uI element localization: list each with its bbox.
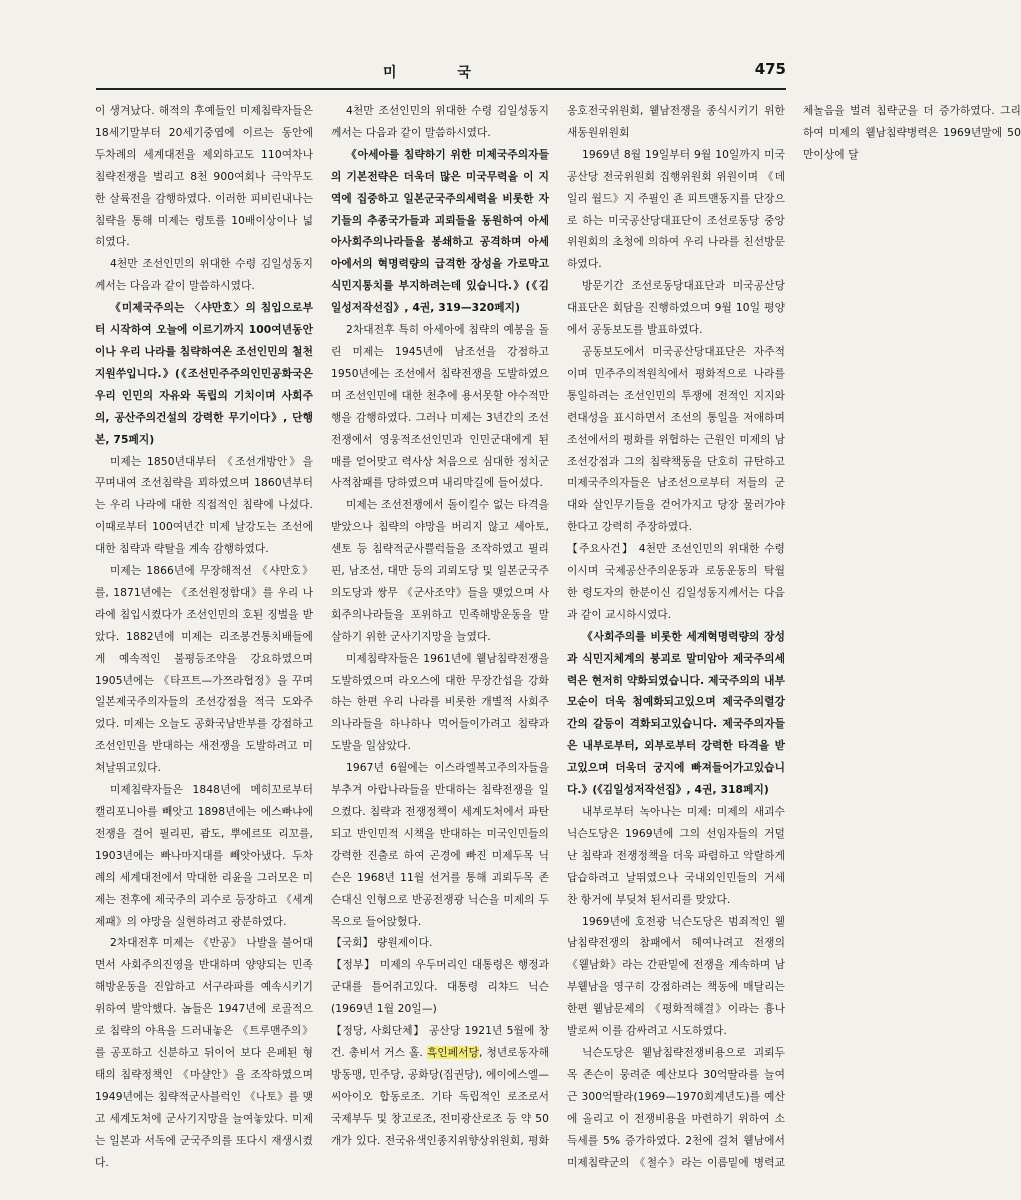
paragraph: 이 생겨났다. 해적의 후예들인 미제침략자들은 18세기말부터 20세기중엽에 이르는 동안에 두차례의 세계대전을 제외하고도 110여차나 침략전쟁을 벌리고 8천 900여회나 극악무도한 살륙전을 감행하였다. 이러한 피비린내나는 침략을 통해 미제는 령토를 10배이상이나 넓히였다. [95,104,313,249]
paragraph: 【국회】 량원제이다. [331,936,433,950]
paragraph: 2차대전후 특히 아세아에 침략의 예봉을 돌린 미제는 1945년에 남조선을 강점하고 1950년에는 조선에서 침략전쟁을 도발하였으며 조선인민에 대한 천추에 용서못할 야수적만행을 감행하였다. 그러나 미제는 3년간의 조선전쟁에서 영웅적조선인민과 인민군대에게 된매를 얻어맞고 력사상 처음으로 심대한 정치군사적참패를 당하였으며 내리막길에 들어섰다. [331,323,549,490]
paragraph: 2차대전후 미제는 《반공》 나발을 불어대면서 사회주의진영을 반대하며 양양되는 민족해방운동을 진압하고 서구라파를 예속시키기 위하여 발악했다. 놈들은 1947년에 로골적으로 침략의 야욕을 드러내놓은 《트루맨주의》를 공포하고 신분하고 뒤이어 보다 은페된 형태의 침략정책인 《마샬안》을 조작하였으며 1949년에는 침략적군사블럭인 《나토》를 맺고 세계도처에 군사기지망을 늘여놓았다. 미제는 일본과 서독에 군국주의를 또다시 재생시켰다. [95,936,313,1169]
paragraph: 【주요사건】 4천만 조선인민의 위대한 수령이시며 국제공산주의운동과 로동운동의 탁월한 령도자의 한분이신 김일성동지께서는 다음과 같이 교시하시였다. [567,542,785,621]
paragraph: 내부로부터 녹아나는 미제: 미제의 새괴수 닉슨도당은 1969년에 그의 선임자들의 거덜난 침략과 전쟁정책을 더욱 파렴하고 악랄하게 답습하려고 날뛰였으나 국내외인민들의 거세찬 항거에 부딪쳐 된서리를 맞았다. [567,805,785,906]
paragraph: 미제는 조선전쟁에서 돌이킬수 없는 타격을 받았으나 침략의 야망을 버리지 않고 세아토, 센토 등 침략적군사쁠럭들을 조작하였고 필리핀, 남조선, 대만 등의 괴뢰도당 및 일본군국주의도당과 쌍무 《군사조약》들을 맺었으며 사회주의나라들을 포위하고 민족해방운동을 말살하기 위한 군사기지망을 늘였다. [331,498,549,643]
paragraph: 《미제국주의는 〈샤만호〉의 침입으로부터 시작하여 오늘에 이르기까지 100여년동안이나 우리 나라를 침략하여온 조선인민의 철천지원쑤입니다.》(《조선민주주의인민공화국은 우리 인민의 자유와 독립의 기치이며 사회주의, 공산주의건설의 강력한 무기이다》, 단행본, 75페지) [95,301,313,446]
paragraph: 공동보도에서 미국공산당대표단은 자주적이며 민주주의적원칙에서 평화적으로 나라를 통일하려는 조선인민의 투쟁에 전적인 지지와 련대성을 표시하면서 조선의 통일을 저애하며 조선에서의 평화를 위협하는 근원인 미제의 남조선강점과 그의 침략책동을 단호히 규탄하고 미제국주의자들은 남조선으로부터 저들의 군대와 살인무기들을 걷어가지고 당장 물러가야 한다고 강력히 주장하였다. [567,344,785,534]
page-header [96,58,786,90]
page-number: 475 [754,60,786,78]
paragraph: 4천만 조선인민의 위대한 수령 김일성동지께서는 다음과 같이 말씀하시였다. [95,257,313,293]
paragraph: 【정부】 미제의 우두머리인 대통령은 행정과 군대를 틀어쥐고있다. 대통령 리챠드 닉슨(1969년 1월 20일—) [331,958,549,1016]
highlighted-text: 흑인페서당 [426,1045,479,1059]
paragraph: 미제침략자들은 1848년에 메히꼬로부터 캘리포니아를 빼앗고 1898년에는 에스빠냐에 전쟁을 걸어 필리핀, 괌도, 뿌에르또 리꼬를, 1903년에는 빠나마지대를 빼앗아냈다. 두차례의 세계대전에서 막대한 리윤을 그러모은 미제는 전후에 제국주의 괴수로 등장하고 《세계제패》의 야망을 실현하려고 광분하였다. [95,783,313,928]
running-head: 미 국 [383,65,499,81]
paragraph: 【정당, 사회단체】 공산당 1921년 5월에 창건. 총비서 거스 홀. 흑인페서당, 청년로동자해방동맹, 민주당, 공화당(집권당), 에이에스엘—씨아이오 합동로조. 기타 독립적인 로조로서 국제부두 및 창고로조, 전미광산로조 등 약 50개가 있다. 전국유색인종지위향상위원회, 평화옹호전국위원회, 윁남전쟁을 종식시키기 위한 새동원위원회 [331,104,785,1147]
paragraph: 1967년 6월에는 이스라엘복고주의자들을 부추겨 아랍나라들을 반대하는 침략전쟁을 일으켰다. 침략과 전쟁정책이 세계도처에서 파탄되고 반인민적 시책을 반대하는 미국인민들의 강력한 진출로 하여 곤경에 빠진 미제두목 닉슨은 1968년 11월 선거를 통해 괴뢰두목 존슨대신 인형으로 반공전쟁광 닉슨을 미제의 두목으로 들어앉혔다. [331,761,549,928]
paragraph: 1969년에 호전광 닉슨도당은 범죄적인 윁남침략전쟁의 참패에서 헤여나려고 전쟁의 《윁남화》라는 간판밑에 전쟁을 계속하며 남부윁남을 영구히 강점하려는 책동에 매달리는 한편 윁남문제의 《평화적해결》이라는 흉나발로써 이를 감싸려고 시도하였다. [567,914,785,1038]
paragraph: 《사회주의를 비롯한 세계혁명력량의 장성과 식민지체계의 붕괴로 말미암아 제국주의세력은 현저히 약화되였습니다. 제국주의의 내부모순이 더욱 첨예화되고있으며 제국주의렬강간의 갈등이 격화되고있습니다. 제국주의자들은 내부로부터, 외부로부터 강력한 타격을 받고있으며 더욱더 궁지에 빠져들어가고있습니다.》(《김일성저작선집》, 4권, 318페지) [567,629,785,797]
paragraph: 4천만 조선인민의 위대한 수령 김일성동지께서는 다음과 같이 말씀하시였다. [331,104,549,139]
paragraph: 닉슨도당은 윁남침략전쟁비용으로 괴뢰두목 존슨이 뭉려준 예산보다 30억딸라를 늘여 근 300억딸라(1969—1970회계년도)를 예산에 올리고 이 전쟁비용을 마련하기 위하여 소득세를 5% 증가하였다. 2천에 걸쳐 윁남에서 미제침략군의 《철수》라는 이름밑에 병력교체놀음을 벌려 침략군을 더 증가하였다. 그리하여 미제의 윁남침략병력은 1969년말에 50만이상에 달 [567,104,1021,1169]
paragraph: 미제는 1850년대부터 《조선개방안》을 꾸며내여 조선침략을 꾀하였으며 1860년부터는 우리 나라에 대한 직접적인 침략에 나섰다. 이때로부터 100여년간 미제 날강도는 조선에 대한 침략과 략탈을 계속 감행하였다. [95,454,313,556]
paragraph: 《아세아를 침략하기 위한 미제국주의자들의 기본전략은 더욱더 많은 미국무력을 이 지역에 집중하고 일본군국주의세력을 비롯한 자기들의 추종국가들과 괴뢰들을 동원하여 아세아사회주의나라들을 봉쇄하고 공격하며 아세아에서의 혁명력량의 급격한 장성을 가로막고 식민지통치를 부지하려는데 있습니다.》(《김일성저작선집》, 4권, 319—320페지) [331,147,549,315]
paragraph: 1969년 8월 19일부터 9월 10일까지 미국공산당 전국위원회 집행위원회 위원이며 《데일리 월드》지 주필인 죤 피트맨동지를 단장으로 하는 미국공산당대표단이 조선로동당 중앙위원회의 초청에 의하여 우리 나라를 친선방문하였다. [567,147,785,271]
paragraph: 미제침략자들은 1961년에 윁남침략전쟁을 도발하였으며 라오스에 대한 무장간섭을 강화하는 한편 우리 나라를 비롯한 개별적 사회주의나라들을 하나하나 먹어들이가려고 침략과 도발을 일삼았다. [331,651,549,753]
body-text-columns [95,100,1021,1180]
paragraph: 방문기간 조선로동당대표단과 미국공산당대표단은 회담을 진행하였으며 9월 10일 평양에서 공동보도를 발표하였다. [567,279,785,337]
paragraph: 미제는 1866년에 무장해적선 《샤만호》를, 1871년에는 《조선원정함대》를 우리 나라에 침입시켰다가 조선인민의 호된 징벌을 받았다. 1882년에 미제는 리조봉건통치배들에게 예속적인 불평등조약을 강요하였으며 1905년에는 《타프트—가쯔라협정》을 꾸며 일본제국주의자들의 조선강점을 적극 도와주었다. 미제는 오늘도 공화국남반부를 강점하고 조선인민을 반대하는 새전쟁을 도발하려고 미쳐날뛰고있다. [95,564,313,775]
